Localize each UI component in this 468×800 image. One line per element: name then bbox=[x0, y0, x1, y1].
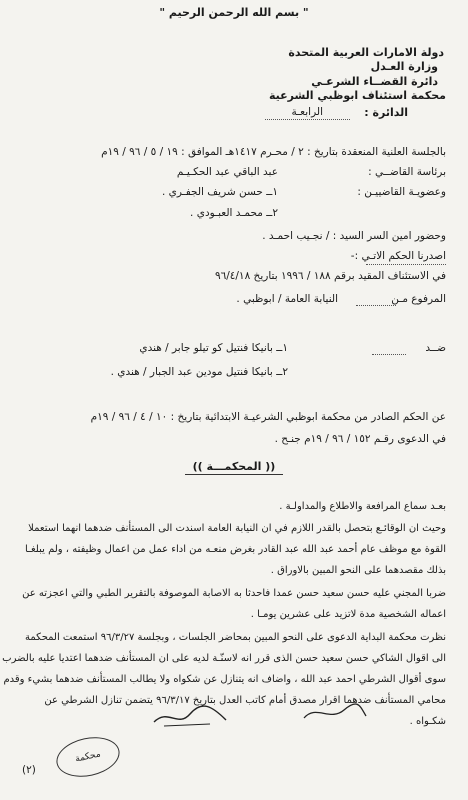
body-line-2: وحيث ان الوقائـع بتحصل بالقدر اللازم في ان النيابة العامة اسندت الى المستأنف ضدهما انهما استعملا bbox=[28, 523, 446, 534]
header-court: محكمة استئناف ابوظبي الشرعية bbox=[268, 89, 446, 102]
header-dept: دائرة القضــاء الشرعـي bbox=[311, 75, 438, 88]
header-state: دولة الامارات العربية المتحدة bbox=[288, 46, 444, 59]
court-stamp bbox=[53, 732, 124, 782]
body-line-11: شكـواه . bbox=[409, 716, 446, 727]
appellant-dots bbox=[356, 305, 396, 306]
signature-mark-2 bbox=[300, 700, 370, 726]
appellant-name: النيابة العامة / ابوظبي . bbox=[236, 293, 338, 305]
court-stamp-text: محكمة bbox=[74, 749, 102, 765]
respondent-2: ٢ــ بانيكا فنتيل مودين عبد الجبار / هندي . bbox=[110, 366, 288, 378]
body-line-9: سوى أقوال الشرطي احمد عبد الله ، واضاف انه يتنازل عن شكواه ولا يطالب المستأنف ضدهما بشيء وقدم bbox=[3, 674, 446, 685]
clerk-line: وحضور امين السر السيد : / نجـيب احمـد . bbox=[262, 230, 446, 242]
body-line-10: محامي المستأنف ضدهما اقرار مصدق أمام كاتب العدل بتاريخ ٩٦/٣/١٧ يتضمن تنازل الشرطي عن bbox=[44, 695, 446, 706]
signature-mark bbox=[150, 702, 230, 730]
court-heading: (( المحكمـــة )) bbox=[192, 460, 276, 473]
presiding-name: عبد الباقي عبد الحكـيـم bbox=[176, 166, 278, 178]
body-line-4: بذلك مقصدهما على النحو المبين بالاوراق . bbox=[270, 565, 446, 576]
against-dots bbox=[372, 354, 406, 355]
against-label: ضــد bbox=[425, 342, 446, 354]
appellant-label: المرفوع مـن bbox=[391, 293, 446, 305]
body-line-5: ضربا المجني عليه حسن سعيد حسن عمدا فاحدثا به الاصابة الموصوفة بالتقرير الطبي والتي اعجزته عن bbox=[22, 588, 446, 599]
body-line-7: نظرت محكمة البداية الدعوى على النحو المبين بمحاضر الجلسات ، وبجلسة ٩٦/٣/٢٧ استمعت المحكمة bbox=[25, 632, 446, 643]
respondent-1: ١ــ بانيكا فنتيل كو تيلو جابر / هندي bbox=[139, 342, 288, 354]
from-judgment-line-2: في الدعوى رقـم ١٥٢ / ٩٦ / ١٩م جنـح . bbox=[274, 433, 446, 445]
member-1: ١ــ حسن شريف الجفـري . bbox=[161, 186, 278, 198]
verdict-intro: اصدرنا الحكم الاتـي :- bbox=[350, 250, 446, 262]
from-judgment-line-1: عن الحكم الصادر من محكمة ابوظبي الشرعيـة الابتدائية بتاريخ : ١٠ / ٤ / ٩٦ / ١٩م bbox=[90, 411, 446, 423]
circuit-value: الرابعـة bbox=[291, 106, 323, 118]
circuit-underline bbox=[265, 119, 350, 120]
court-heading-underline bbox=[185, 474, 283, 475]
appeal-line: في الاستئناف المقيد برقم ١٨٨ / ١٩٩٦ بتاريخ ٩٦/٤/١٨ bbox=[214, 270, 446, 282]
body-line-1: بعـد سماع المرافعة والاطلاع والمداولـة . bbox=[279, 501, 446, 512]
header-ministry: وزارة العـدل bbox=[370, 60, 438, 73]
members-label: وعضويـة القاضييـن : bbox=[357, 186, 446, 198]
circuit-label: الدائرة : bbox=[364, 106, 408, 119]
session-line: بالجلسة العلنية المنعقدة بتاريخ : ٢ / محـرم ١٤١٧هـ الموافق : ١٩ / ٥ / ٩٦ / ١٩م bbox=[101, 146, 446, 158]
member-2: ٢ــ محمـد العبـودي . bbox=[190, 207, 278, 219]
basmala: " بسم الله الرحمن الرحيم " bbox=[159, 6, 309, 19]
body-line-3: القوة مع موظف عام أحمد عبد الله عبد القادر بغرض منعـه من اداء عمل من اعمال وظيفته ، ولم يبلغـا bbox=[25, 544, 446, 555]
body-line-6: اعماله الشخصية مدة لاتزيد على عشرين يومـا . bbox=[250, 609, 446, 620]
verdict-underline bbox=[366, 264, 446, 265]
body-line-8: الى اقوال الشاكي حسن سعيد حسن الذى قرر انه لاسنّـة لديه على ان المستأنف ضدهما اعتديا عليه بالضرب bbox=[2, 653, 446, 664]
presiding-label: برئاسة القاضــي : bbox=[368, 166, 446, 178]
page-number: (٢) bbox=[22, 764, 36, 776]
